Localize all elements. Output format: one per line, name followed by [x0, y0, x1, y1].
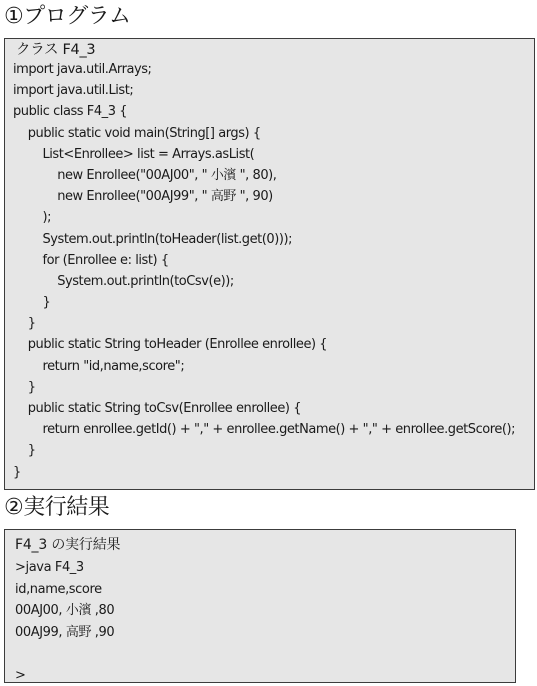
result-output-box [4, 529, 516, 683]
code-line: public static String toCsv(Enrollee enrollee) { [13, 398, 534, 419]
code-line: ); [13, 207, 534, 228]
code-line: public static void main(String[] args) { [13, 123, 534, 144]
output-line: 00AJ00, 小濱 ,80 [15, 600, 515, 622]
output-line: id,name,score [15, 579, 515, 601]
code-line: } [13, 462, 534, 483]
class-label: クラス F4_3 [16, 41, 534, 59]
code-line: new Enrollee("00AJ00", " 小濱 ", 80), [13, 165, 534, 186]
code-line: } [13, 440, 534, 461]
code-line: return "id,name,score"; [13, 356, 534, 377]
code-line: } [13, 313, 534, 334]
code-line: } [13, 377, 534, 398]
code-line: System.out.println(toHeader(list.get(0))); [13, 229, 534, 250]
result-heading: ②実行結果 [4, 494, 109, 522]
code-line: new Enrollee("00AJ99", " 高野 ", 90) [13, 186, 534, 207]
code-line: public class F4_3 { [13, 101, 534, 122]
code-line: public static String toHeader (Enrollee enrollee) { [13, 334, 534, 355]
result-title: F4_3 の実行結果 [15, 534, 515, 557]
output-line: >java F4_3 [15, 557, 515, 579]
code-line: import java.util.Arrays; [13, 59, 534, 80]
output-line [15, 643, 515, 665]
code-line: import java.util.List; [13, 80, 534, 101]
code-line: } [13, 292, 534, 313]
program-heading: ①プログラム [4, 3, 131, 31]
output-line: 00AJ99, 高野 ,90 [15, 622, 515, 644]
code-line: List<Enrollee> list = Arrays.asList( [13, 144, 534, 165]
code-line: System.out.println(toCsv(e)); [13, 271, 534, 292]
output-prompt: > [15, 665, 515, 686]
code-line: return enrollee.getId() + "," + enrollee.getName() + "," + enrollee.getScore(); [13, 419, 534, 440]
program-code-box [4, 38, 535, 490]
code-line: for (Enrollee e: list) { [13, 250, 534, 271]
